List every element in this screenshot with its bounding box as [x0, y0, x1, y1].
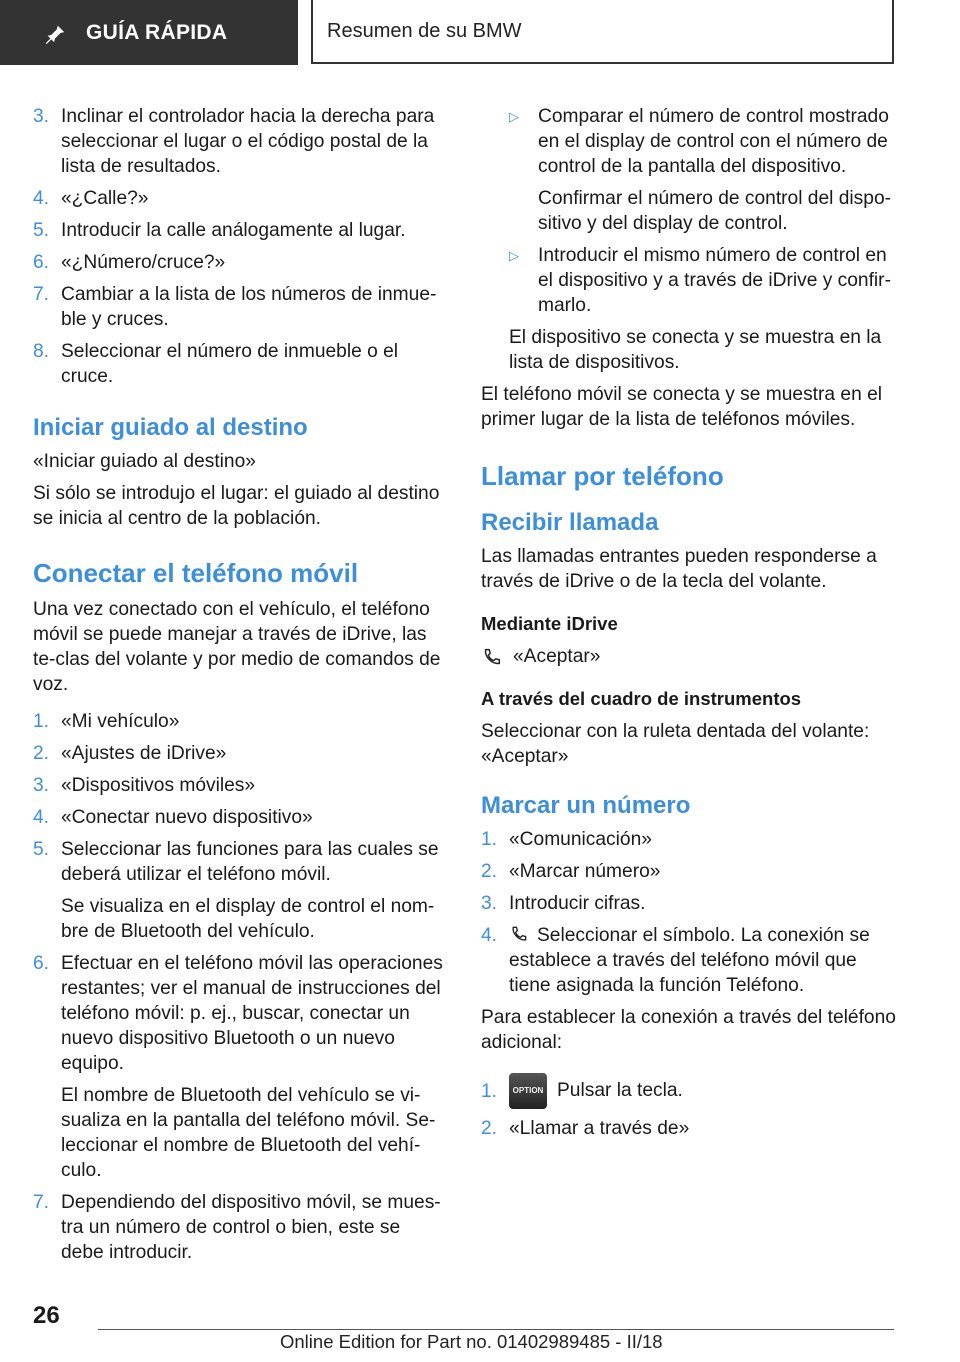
- list-text: [509, 923, 896, 998]
- list-text: «Ajustes de iDrive»: [61, 743, 227, 764]
- list-item: [33, 741, 448, 766]
- list-number: 1.: [33, 711, 50, 732]
- list-item: [33, 104, 448, 179]
- list-text: Dependiendo del dispositivo móvil, se mues‐tra un número de control o bien, este se debe introducir.: [61, 1192, 441, 1263]
- list-text: «Dispositivos móviles»: [61, 775, 256, 796]
- left-column: [33, 104, 448, 1272]
- list-item: [481, 923, 896, 998]
- list-item: [33, 250, 448, 275]
- paragraph: Si sólo se introdujo el lugar: el guiado al destino se inicia al centro de la población.: [33, 483, 440, 529]
- list-text: Introducir la calle análogamente al lugar.: [61, 220, 406, 241]
- list-item: [33, 773, 448, 798]
- list-number: 3.: [33, 106, 50, 127]
- list-item: [33, 805, 448, 830]
- list-number: 4.: [33, 188, 50, 209]
- list-number: 5.: [33, 220, 50, 241]
- heading-mediante-idrive: Mediante iDrive: [481, 613, 618, 634]
- list-text: «Marcar número»: [509, 861, 661, 882]
- list-item: [33, 339, 448, 389]
- list-number: 8.: [33, 341, 50, 362]
- accept-label: «Aceptar»: [513, 646, 601, 667]
- list-item: [33, 282, 448, 332]
- heading-recibir-llamada: Recibir llamada: [481, 509, 659, 536]
- list-text: Cambiar a la lista de los números de inmue‐ble y cruces.: [61, 284, 437, 330]
- page-title: Resumen de su BMW: [327, 19, 522, 42]
- list-number: 2.: [481, 861, 498, 882]
- list-item: [33, 951, 448, 1076]
- destination-steps: [33, 104, 448, 389]
- list-number: 2.: [481, 1118, 498, 1139]
- list-text-body: Seleccionar el símbolo. La conexión se establece a través del teléfono móvil que tiene asignada la función Teléfono.: [509, 925, 870, 996]
- phone-icon: [481, 646, 503, 668]
- footer-edition: Online Edition for Part no. 01402989485 - II/18: [280, 1331, 663, 1352]
- paragraph: Para establecer la conexión a través del teléfono adicional:: [481, 1007, 896, 1053]
- dial-steps: [481, 827, 896, 916]
- list-item: [33, 218, 448, 243]
- right-column: [481, 104, 896, 1148]
- list-number: 4.: [33, 807, 50, 828]
- option-button-icon: OPTION: [509, 1073, 547, 1109]
- list-number: 1.: [481, 829, 498, 850]
- footer-divider: [98, 1329, 894, 1330]
- heading-iniciar-guiado: Iniciar guiado al destino: [33, 414, 308, 441]
- list-text: «Mi vehículo»: [61, 711, 180, 732]
- list-number: 7.: [33, 284, 50, 305]
- paragraph: Seleccionar con la ruleta dentada del volante:: [481, 721, 870, 742]
- paragraph: «Iniciar guiado al destino»: [33, 451, 256, 472]
- list-item: [33, 709, 448, 734]
- section-label: GUÍA RÁPIDA: [86, 20, 228, 44]
- list-text: «¿Número/cruce?»: [61, 252, 226, 273]
- list-text: «Conectar nuevo dispositivo»: [61, 807, 313, 828]
- list-text: Seleccionar el número de inmueble o el cruce.: [61, 341, 399, 387]
- phone-call-icon: [509, 924, 529, 944]
- bullet-text: Comparar el número de control mostrado en el display de control con el número de control de la pantalla del dispositivo.: [538, 106, 889, 177]
- paragraph: Una vez conectado con el vehículo, el teléfono móvil se puede manejar a través de iDrive, las te‐clas del volante y por medio de comandos de voz.: [33, 599, 441, 695]
- list-item: [481, 891, 896, 916]
- step-note: El nombre de Bluetooth del vehículo se vi‐sualiza en la pantalla del teléfono móvil. Se‐leccionar el nombre de Bluetooth del vehí‐culo.: [61, 1085, 436, 1181]
- list-text: Efectuar en el teléfono móvil las operaciones restantes; ver el manual de instrucciones del teléfono móvil: p. ej., buscar, conectar un nuevo dispositivo Bluetooth o un nuevo equipo.: [61, 953, 443, 1074]
- step-note: Se visualiza en el display de control el nom‐bre de Bluetooth del vehículo.: [61, 896, 435, 942]
- list-number: 6.: [33, 252, 50, 273]
- list-item: [481, 859, 896, 884]
- list-item: [33, 837, 448, 887]
- list-text: «Llamar a través de»: [509, 1118, 690, 1139]
- section-tab: [0, 0, 298, 65]
- list-text: Inclinar el controlador hacia la derecha para seleccionar el lugar o el código postal de la lista de resultados.: [61, 106, 435, 177]
- heading-llamar: Llamar por teléfono: [481, 461, 724, 491]
- heading-marcar-numero: Marcar un número: [481, 792, 691, 819]
- heading-cuadro-instrumentos: A través del cuadro de instrumentos: [481, 688, 802, 709]
- list-item: [33, 1190, 448, 1265]
- list-number: 4.: [481, 925, 498, 946]
- bullet-text: Introducir el mismo número de control en el dispositivo y a través de iDrive y confir‐marlo.: [538, 245, 891, 316]
- list-item: [481, 1073, 896, 1109]
- list-number: 2.: [33, 743, 50, 764]
- list-number: 5.: [33, 839, 50, 860]
- bullet-note: Confirmar el número de control del dispo‐sitivo y del display de control.: [538, 188, 892, 234]
- bullet-item: [481, 104, 896, 179]
- list-text: «Comunicación»: [509, 829, 652, 850]
- paragraph: El teléfono móvil se conecta y se muestra en el primer lugar de la lista de teléfonos móviles.: [481, 384, 883, 430]
- list-number: 3.: [33, 775, 50, 796]
- list-item: [481, 827, 896, 852]
- list-item: [33, 186, 448, 211]
- triangle-bullet-icon: ▷: [509, 248, 519, 263]
- quick-guide-icon: [44, 22, 66, 44]
- list-number: 6.: [33, 953, 50, 974]
- list-text-body: Pulsar la tecla.: [557, 1080, 683, 1102]
- bullet-item: [481, 243, 896, 318]
- list-text: Introducir cifras.: [509, 893, 646, 914]
- list-number: 1.: [481, 1080, 498, 1102]
- page-number: 26: [33, 1302, 60, 1329]
- list-text: Seleccionar las funciones para las cuales se deberá utilizar el teléfono móvil.: [61, 839, 439, 885]
- page-header: [311, 0, 894, 64]
- heading-conectar-telefono: Conectar el teléfono móvil: [33, 558, 359, 588]
- accept-line: [481, 644, 896, 669]
- paragraph-indented: El dispositivo se conecta y se muestra en la lista de dispositivos.: [509, 327, 882, 373]
- list-text: [509, 1073, 896, 1109]
- triangle-bullet-icon: ▷: [509, 109, 519, 124]
- list-text: «¿Calle?»: [61, 188, 149, 209]
- list-item: [481, 1116, 896, 1141]
- list-number: 7.: [33, 1192, 50, 1213]
- list-number: 3.: [481, 893, 498, 914]
- connect-steps: [33, 709, 448, 887]
- paragraph: «Aceptar»: [481, 746, 569, 767]
- paragraph: Las llamadas entrantes pueden responderse a través de iDrive o de la tecla del volante.: [481, 546, 877, 592]
